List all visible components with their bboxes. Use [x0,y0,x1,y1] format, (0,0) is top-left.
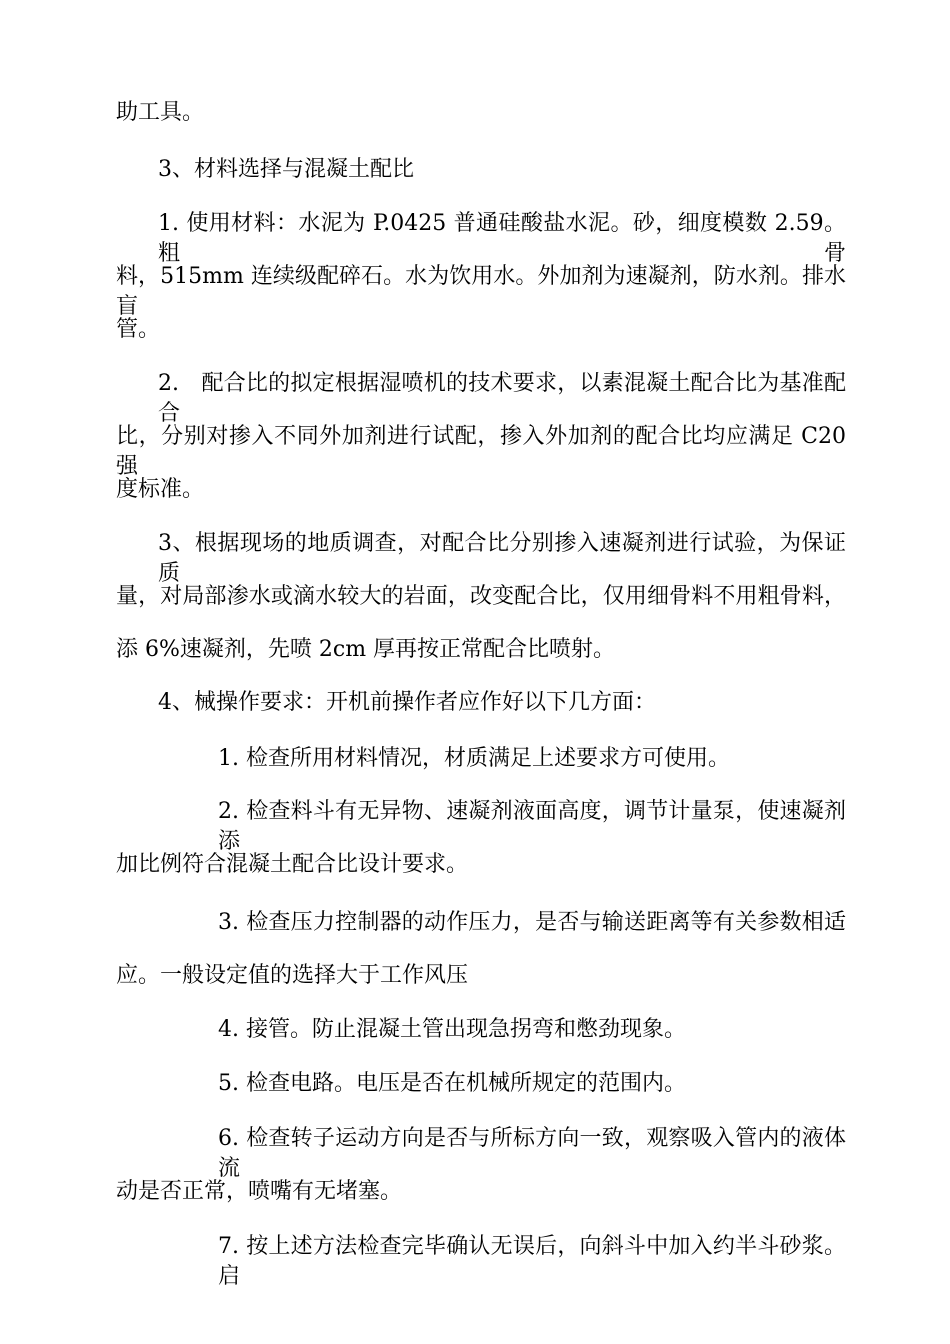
text-line: 添 6%速凝剂，先喷 2cm 厚再按正常配合比喷射。 [116,637,616,662]
list-item: 3. 检查压力控制器的动作压力，是否与输送距离等有关参数相适 [218,910,846,935]
list-item: 6. 检查转子运动方向是否与所标方向一致，观察吸入管内的液体流 [218,1126,846,1181]
text-line: 度标准。 [116,477,205,502]
list-item: 2. 检查料斗有无异物、速凝剂液面高度，调节计量泵，使速凝剂添 [218,799,846,854]
section-heading: 4、械操作要求：开机前操作者应作好以下几方面： [158,690,656,715]
list-item: 1. 检查所用材料情况，材质满足上述要求方可使用。 [218,746,730,771]
text-line: 料，515mm 连续级配碎石。水为饮用水。外加剂为速凝剂，防水剂。排水盲 [116,264,846,319]
section-heading: 3、材料选择与混凝土配比 [158,157,414,182]
text-line: 管。 [116,317,161,342]
text-line: 助工具。 [116,100,205,125]
text-line: 2. 配合比的拟定根据湿喷机的技术要求，以素混凝土配合比为基准配合 [158,371,846,426]
text-line: 应。一般设定值的选择大于工作风压 [116,963,469,988]
text-line: 量，对局部渗水或滴水较大的岩面，改变配合比，仅用细骨料不用粗骨料， [116,584,846,609]
text-line: 动是否正常，喷嘴有无堵塞。 [116,1179,403,1204]
text-line: 3、根据现场的地质调查，对配合比分别掺入速凝剂进行试验，为保证质 [158,531,846,586]
list-item: 7. 按上述方法检查完毕确认无误后，向斜斗中加入约半斗砂浆。启 [218,1234,846,1289]
text-line: 1. 使用材料：水泥为 P.0425 普通硅酸盐水泥。砂，细度模数 2.59。粗骨 [158,211,846,266]
text-line: 加比例符合混凝土配合比设计要求。 [116,852,469,877]
list-item: 5. 检查电路。电压是否在机械所规定的范围内。 [218,1071,686,1096]
list-item: 4. 接管。防止混凝土管出现急拐弯和憋劲现象。 [218,1017,686,1042]
text-line: 比，分别对掺入不同外加剂进行试配，掺入外加剂的配合比均应满足 C20 强 [116,424,846,479]
